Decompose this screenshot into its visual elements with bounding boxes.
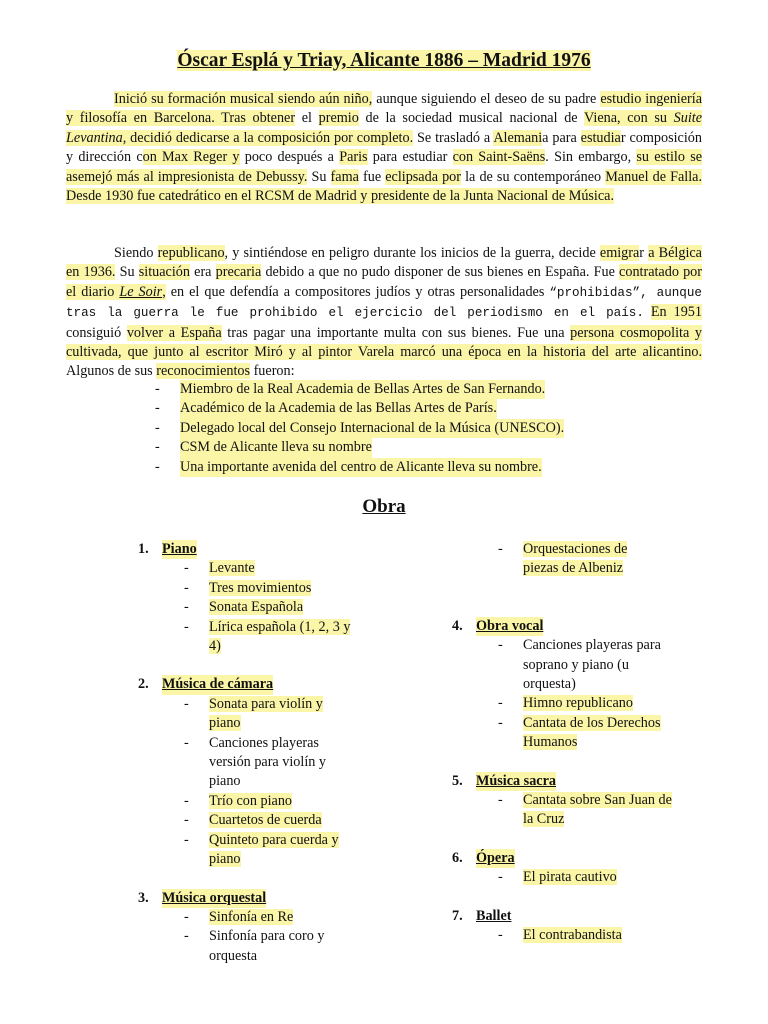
work-title: Quinteto para cuerda y piano <box>209 831 339 868</box>
suite-levantina-title: Suite Levantina <box>66 110 703 146</box>
work-title: Cantata de los Derechos Humanos <box>523 714 661 751</box>
biography-paragraph-1 <box>66 90 702 206</box>
bullet-dash: - <box>184 792 189 809</box>
bullet-dash: - <box>184 618 189 635</box>
work-title: Sinfonía en Re <box>209 908 294 925</box>
text-span: con Saint-Saëns <box>452 149 546 166</box>
section-title: Ópera <box>476 849 515 868</box>
obra-heading: Obra <box>362 496 406 517</box>
text-span: en el que defendía a compositores judíos y otras personalidades <box>165 283 550 300</box>
works-list-orquestal <box>184 908 368 966</box>
list-item <box>155 399 564 418</box>
work-title: Cantata sobre San Juan de la Cruz <box>523 792 672 828</box>
works-section-camara <box>138 675 368 694</box>
work-title: Canciones playeras para soprano y piano (u orquesta) <box>523 637 661 693</box>
page-title <box>0 50 768 72</box>
work-title: Levante <box>209 560 255 577</box>
text-span: persona cosmopolita y cultivada, que junto al escritor Miró y al pintor Varela marcó una época en la historia del arte alicantino. <box>66 324 703 361</box>
work-title: Canciones playeras versión para violín y piano <box>209 734 327 790</box>
bullet-dash: - <box>155 400 160 417</box>
works-list-piano <box>184 559 368 656</box>
title-text: Óscar Esplá y Triay, Alicante 1886 – Madrid 1976 <box>177 50 591 71</box>
works-column-left <box>138 540 368 966</box>
text-span: republicano <box>157 245 225 261</box>
text-span <box>644 304 651 320</box>
bullet-dash: - <box>498 714 503 731</box>
recognition-text: Delegado local del Consejo Internacional de la Música (UNESCO). <box>180 419 564 438</box>
bullet-dash: - <box>184 928 189 945</box>
list-item <box>498 868 682 887</box>
works-column-right <box>452 540 682 946</box>
text-span: era <box>190 264 216 281</box>
text-span: contratado por el diario <box>66 264 702 300</box>
bullet-dash: - <box>184 560 189 577</box>
text-span: Algunos de sus <box>66 363 157 380</box>
text-span: su estilo se asemejó más al impresionista de Debussy. <box>66 149 703 185</box>
list-item <box>498 540 682 579</box>
bullet-dash: - <box>184 908 189 925</box>
list-item <box>184 559 368 578</box>
bullet-dash: - <box>498 869 503 886</box>
works-list-opera <box>498 868 682 887</box>
section-title: Música sacra <box>476 772 556 791</box>
bullet-dash: - <box>498 695 503 712</box>
list-item <box>184 811 368 830</box>
work-title: El contrabandista <box>523 927 622 944</box>
text-span: la de su contemporáneo <box>461 168 606 185</box>
text-span: Alemani <box>493 129 543 146</box>
text-span: r <box>639 245 649 261</box>
text-span: precaria <box>215 264 262 281</box>
le-soir-title: Le Soir <box>119 283 163 300</box>
text-span: . Sin embargo, <box>545 149 637 166</box>
recognition-text: Académico de la Academia de las Bellas Artes de París. <box>180 399 497 418</box>
list-item <box>155 438 564 457</box>
bullet-dash: - <box>184 831 189 848</box>
list-item <box>155 458 564 477</box>
list-item <box>184 831 368 870</box>
work-title: Sonata Española <box>209 599 304 616</box>
works-section-orquestal <box>138 889 368 908</box>
text-span: reconocimientos <box>156 363 251 380</box>
works-section-vocal <box>452 617 682 636</box>
works-section-opera <box>452 849 682 868</box>
work-title: Himno republicano <box>523 695 633 712</box>
text-span: emigra <box>599 245 640 261</box>
list-item <box>155 419 564 438</box>
section-title: Piano <box>162 540 197 559</box>
list-item <box>155 380 564 399</box>
works-section-ballet <box>452 907 682 926</box>
list-item <box>184 695 368 734</box>
text-span: volver a España <box>126 324 222 341</box>
works-list-sacra <box>498 791 682 830</box>
section-title: Música orquestal <box>162 889 266 908</box>
work-title: Sonata para violín y piano <box>209 695 323 732</box>
bullet-dash: - <box>184 812 189 829</box>
text-span: fue <box>358 168 386 185</box>
text-span: situación <box>138 264 190 281</box>
text-span: a Bélgica en 1936. <box>66 245 702 281</box>
bullet-dash: - <box>155 419 160 436</box>
list-item <box>184 927 368 966</box>
list-item <box>184 792 368 811</box>
bullet-dash: - <box>184 734 189 751</box>
text-span: on Max Reger y <box>142 149 240 166</box>
text-span: , decidió dedicarse a la composición por completo. <box>122 129 414 146</box>
list-item <box>184 579 368 598</box>
text-span: Su <box>115 264 139 281</box>
text-span: eclipsada por <box>385 168 462 185</box>
biography-paragraph-2 <box>66 244 702 382</box>
text-span: , <box>162 283 166 300</box>
recognitions-list <box>155 380 564 477</box>
list-item <box>498 636 682 694</box>
bullet-dash: - <box>184 695 189 712</box>
section-number: 1. <box>138 541 149 557</box>
text-span: aunque siguiendo el deseo de su padre <box>372 91 601 107</box>
section-number: 3. <box>138 889 149 906</box>
recognition-text: Una importante avenida del centro de Alicante lleva su nombre. <box>180 458 542 477</box>
section-number: 2. <box>138 676 149 693</box>
recognition-text: CSM de Alicante lleva su nombre <box>180 438 372 457</box>
text-span: “prohibidas”, aunque tras la guerra le fue prohibido el ejercicio del periodismo en el país. <box>66 285 702 321</box>
text-span: tras pagar una importante multa con sus bienes. Fue una <box>221 324 571 341</box>
work-title: El pirata cautivo <box>523 869 617 886</box>
text-span: Su <box>307 168 331 185</box>
text-span: estudia <box>580 129 621 146</box>
work-title: Orquestaciones de piezas de Albeniz <box>523 541 628 577</box>
text-span: Manuel de Falla. Desde 1930 fue catedrático en el RCSM de Madrid y presidente de la Junta Nacional de Música. <box>66 168 703 205</box>
text-span: estudio ingeniería y filosofía en Barcelona. Tras obtener <box>66 91 702 127</box>
works-list-orquestal-continued <box>498 540 682 579</box>
works-list-camara <box>184 695 368 870</box>
work-title: Cuartetos de cuerda <box>209 812 322 829</box>
bullet-dash: - <box>155 439 160 456</box>
text-span: de la sociedad musical nacional de <box>358 110 584 127</box>
section-number: 7. <box>452 907 463 924</box>
list-item <box>184 734 368 792</box>
list-item <box>498 791 682 830</box>
bullet-dash: - <box>184 599 189 616</box>
works-list-ballet <box>498 926 682 945</box>
bullet-dash: - <box>498 541 503 557</box>
text-span: consiguió <box>66 324 127 341</box>
section-title: Obra vocal <box>476 617 543 636</box>
bullet-dash: - <box>498 637 503 654</box>
bullet-dash: - <box>184 579 189 596</box>
section-title: Ballet <box>476 907 512 924</box>
text-span: En 1951 <box>650 304 702 321</box>
text-span: premio <box>318 110 359 127</box>
text-span: a para <box>542 129 581 146</box>
recognition-text: Miembro de la Real Academia de Bellas Artes de San Fernando. <box>180 380 545 399</box>
list-item <box>184 598 368 617</box>
text-span: el <box>295 110 319 127</box>
bullet-dash: - <box>498 792 503 809</box>
text-span: Se trasladó a <box>413 129 494 146</box>
text-span: fueron: <box>250 363 295 380</box>
list-item <box>498 714 682 753</box>
list-item <box>498 694 682 713</box>
section-number: 4. <box>452 617 463 634</box>
text-span: Siendo <box>114 245 158 261</box>
section-number: 5. <box>452 772 463 789</box>
work-title: Tres movimientos <box>209 579 312 596</box>
bullet-dash: - <box>155 381 160 397</box>
text-span: para estudiar <box>367 149 453 166</box>
works-section-piano <box>138 540 368 559</box>
text-span: Viena, con su <box>584 110 674 127</box>
text-span: r composición y dirección c <box>66 129 702 166</box>
bullet-dash: - <box>155 458 160 475</box>
section-number: 6. <box>452 849 463 866</box>
work-title: Sinfonía para coro y orquesta <box>209 928 325 964</box>
list-item <box>184 618 368 657</box>
section-title: Música de cámara <box>162 675 273 694</box>
text-span: Inició su formación musical siendo aún niño, <box>114 91 373 107</box>
work-title: Lírica española (1, 2, 3 y 4) <box>209 618 351 655</box>
list-item <box>184 908 368 927</box>
list-item <box>498 926 682 945</box>
works-list-vocal <box>498 636 682 752</box>
text-span: Paris <box>339 149 368 166</box>
work-title: Trío con piano <box>209 792 293 809</box>
text-span: , y sintiéndose en peligro durante los inicios de la guerra, decide <box>224 245 600 261</box>
works-section-sacra <box>452 772 682 791</box>
text-span: fama <box>330 168 359 185</box>
text-span: debido a que no pudo disponer de sus bienes en España. Fue <box>261 264 620 281</box>
bullet-dash: - <box>498 927 503 944</box>
text-span: poco después a <box>239 149 340 166</box>
